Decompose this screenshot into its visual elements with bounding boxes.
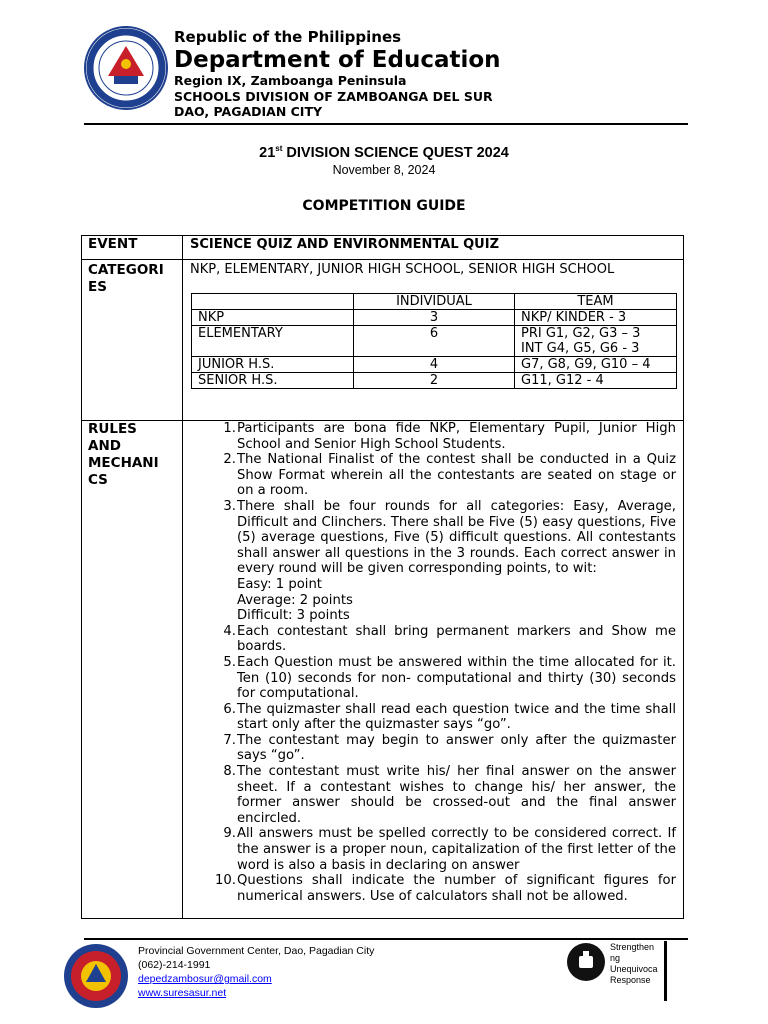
department-name: Department of Education bbox=[174, 47, 501, 73]
list-item: 5. Each Question must be answered within the time allocated for it. Ten (10) seconds for non- computational and thirty (30) seconds for computational. bbox=[223, 654, 676, 702]
table-row bbox=[192, 326, 677, 357]
guide-title: COMPETITION GUIDE bbox=[302, 198, 466, 214]
list-item: 4. Each contestant shall bring permanent markers and Show me boards. bbox=[223, 623, 676, 655]
footer-divider bbox=[84, 938, 688, 940]
footer-website-link[interactable]: www.suresasur.net bbox=[138, 987, 227, 999]
table-row bbox=[192, 357, 677, 373]
footer-contact bbox=[138, 944, 374, 1000]
table-row bbox=[192, 373, 677, 389]
individual-cell: 3 bbox=[354, 310, 515, 326]
individual-cell: 4 bbox=[354, 357, 515, 373]
header-cell: INDIVIDUAL bbox=[354, 294, 515, 310]
event-label: EVENT bbox=[88, 236, 138, 252]
list-item: 2. The National Finalist of the contest shall be conducted in a Quiz Show Format wherein all the contestants are seated on stage or on a room. bbox=[223, 452, 676, 499]
level-cell: JUNIOR H.S. bbox=[192, 357, 354, 373]
letterhead bbox=[174, 30, 501, 119]
categories-label: CATEGORI ES bbox=[88, 262, 164, 295]
event-date: November 8, 2024 bbox=[332, 163, 436, 177]
rules-label: RULES AND MECHANI CS bbox=[88, 421, 159, 488]
deped-seal-icon bbox=[84, 26, 168, 110]
team-cell: G7, G8, G9, G10 – 4 bbox=[515, 357, 677, 373]
event-title: 21st DIVISION SCIENCE QUEST 2024 bbox=[259, 144, 509, 161]
footer-email-link[interactable]: depedzambosur@gmail.com bbox=[138, 973, 272, 985]
footer-phone: (062)-214-1991 bbox=[138, 959, 211, 971]
team-cell: PRI G1, G2, G3 – 3 INT G4, G5, G6 - 3 bbox=[515, 326, 677, 357]
table-header-row bbox=[192, 294, 677, 310]
category-breakdown-table bbox=[191, 293, 677, 389]
list-item: 6. The quizmaster shall read each question twice and the time shall start only after the quizmaster says “go”. bbox=[223, 701, 676, 733]
list-item: 8. The contestant must write his/ her final answer on the answer sheet. If a contestant wishes to change his/ her answer, the former answer should be crossed-out and the final answer encircled. bbox=[223, 764, 676, 826]
table-row bbox=[192, 310, 677, 326]
team-cell: NKP/ KINDER - 3 bbox=[515, 310, 677, 326]
categories-value: NKP, ELEMENTARY, JUNIOR HIGH SCHOOL, SENIOR HIGH SCHOOL bbox=[190, 262, 615, 277]
level-cell: SENIOR H.S. bbox=[192, 373, 354, 389]
header-divider bbox=[84, 123, 688, 125]
event-value: SCIENCE QUIZ AND ENVIRONMENTAL QUIZ bbox=[190, 237, 499, 252]
header-cell bbox=[192, 294, 354, 310]
division-line: SCHOOLS DIVISION OF ZAMBOANGA DEL SUR bbox=[174, 88, 493, 104]
individual-cell: 6 bbox=[354, 326, 515, 357]
provincial-seal-icon bbox=[62, 942, 130, 1010]
rules-list bbox=[190, 421, 676, 904]
table-row-divider bbox=[81, 259, 684, 260]
list-item: 3. There shall be four rounds for all categories: Easy, Average, Difficult and Clinchers. There shall be Five (5) easy questions, Five (5) average questions, Five (5) difficult questions. All contestants shall answer all questions in the 3 rounds. Each correct answer in every round will be given corresponding points, to wit: Easy: 1 point Average: 2 points Difficult: 3 points bbox=[223, 498, 676, 624]
republic-line: Republic of the Philippines bbox=[174, 28, 402, 46]
list-item: 7. The contestant may begin to answer only after the quizmaster says “go”. bbox=[223, 732, 676, 764]
list-item: 9. All answers must be spelled correctly to be considered correct. If the answer is a proper noun, capitalization of the first letter of the word is also a basis in declaring on answer bbox=[223, 826, 676, 873]
header-cell: TEAM bbox=[515, 294, 677, 310]
team-cell: G11, G12 - 4 bbox=[515, 373, 677, 389]
list-item: 10. Questions shall indicate the number of significant figures for numerical answers. Use of calculators shall not be allowed. bbox=[215, 873, 676, 904]
footer-address: Provincial Government Center, Dao, Pagadian City bbox=[138, 945, 375, 957]
footer-accent-bar bbox=[664, 941, 667, 1001]
sos-tagline: Strengthen ng Unequivoca Response bbox=[610, 942, 658, 985]
city-line: DAO, PAGADIAN CITY bbox=[174, 104, 323, 119]
individual-cell: 2 bbox=[354, 373, 515, 389]
table-column-divider bbox=[182, 235, 183, 919]
list-item: 1. Participants are bona fide NKP, Elementary Pupil, Junior High School and Senior High School Students. bbox=[223, 421, 676, 452]
region-line: Region IX, Zamboanga Peninsula bbox=[174, 73, 407, 88]
level-cell: ELEMENTARY bbox=[192, 326, 354, 357]
sure-sur-logo-icon bbox=[566, 942, 606, 982]
level-cell: NKP bbox=[192, 310, 354, 326]
